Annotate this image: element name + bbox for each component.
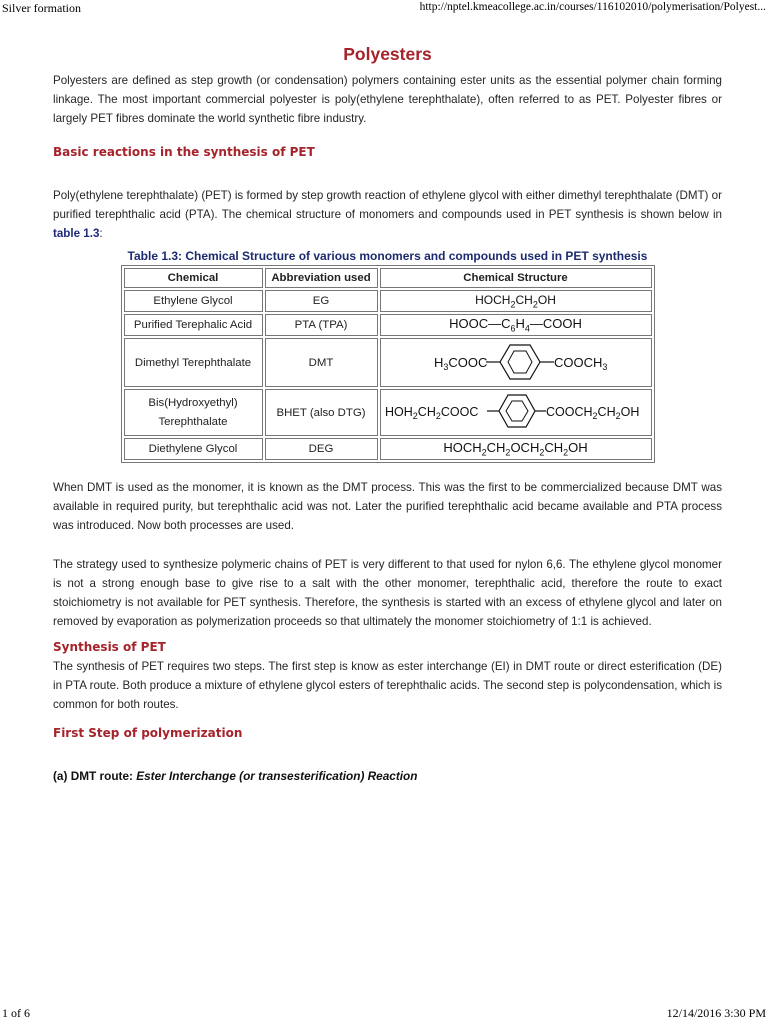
svg-text:HOH2CH2COOC: $HOH_2CH_2COOC$ bbox=[384, 405, 478, 421]
svg-text:H3COOC: $H_3COOC$ bbox=[433, 355, 487, 372]
cell-abbreviation: EG bbox=[265, 290, 378, 312]
table-row bbox=[124, 314, 652, 336]
structure-deg: $HOCH_2CH_2OCH_2CH_2OH$ bbox=[443, 440, 588, 458]
cell-structure-deg bbox=[380, 438, 652, 460]
cell-abbreviation: PTA (TPA) bbox=[265, 314, 378, 336]
cell-structure-bhet bbox=[380, 389, 652, 436]
cell-structure-eg bbox=[380, 290, 652, 312]
structure-pta: $HOOC—C_6H_4—COOH$ bbox=[449, 316, 582, 334]
section-heading-basic-reactions: Basic reactions in the synthesis of PET bbox=[53, 145, 315, 159]
cell-chemical: Purified Terephalic Acid bbox=[124, 314, 263, 336]
table-row bbox=[124, 438, 652, 460]
dmt-process-paragraph: When DMT is used as the monomer, it is known as the DMT process. This was the first to be commercialized because DMT was available in required purity, but terephthalic acid was not. Later the purified terephthalic acid became available and PTA process was introduced. Now both processes are used. bbox=[53, 481, 722, 532]
table-row bbox=[124, 338, 652, 387]
document-body bbox=[53, 44, 722, 783]
cell-abbreviation: DMT bbox=[265, 338, 378, 387]
table-caption: Table 1.3: Chemical Structure of various monomers and compounds used in PET synthesis bbox=[127, 249, 648, 263]
page-counter: 1 of 6 bbox=[2, 1006, 30, 1020]
page-title: Polyesters bbox=[343, 44, 432, 64]
structure-eg: $HOCH_2CH_2OH$ bbox=[475, 292, 556, 310]
svg-text:COOCH3: $COOCH_3$ bbox=[553, 355, 607, 372]
table-1-3-link[interactable]: table 1.3 bbox=[53, 227, 100, 240]
synthesis-paragraph: The synthesis of PET requires two steps. The first step is know as ester interchange (EI) in DMT route or direct esterification (DE) in PTA route. Both produce a mixture of ethylene glycol esters of terephthalic acids. The second step is polycondensation, which is common for both routes. bbox=[53, 660, 722, 711]
svg-text:COOCH2CH2OH: $COOCH_2CH_2OH$ bbox=[545, 405, 639, 421]
cell-abbreviation: BHET (also DTG) bbox=[265, 389, 378, 436]
cell-abbreviation: DEG bbox=[265, 438, 378, 460]
table-row bbox=[124, 290, 652, 312]
cell-structure-pta bbox=[380, 314, 652, 336]
pet-formation-paragraph: Poly(ethylene terephthalate) (PET) is formed by step growth reaction of ethylene glycol with either dimethyl terephthalate (DMT) or purified terephthalic acid (PTA). The chemical structure of monomers and compounds used in PET synthesis is shown below in table 1.3: bbox=[53, 189, 722, 240]
cell-chemical: Dimethyl Terephthalate bbox=[124, 338, 263, 387]
cell-chemical: Ethylene Glycol bbox=[124, 290, 263, 312]
cell-chemical: Diethylene Glycol bbox=[124, 438, 263, 460]
structure-bhet bbox=[385, 390, 647, 432]
page-url[interactable]: http://nptel.kmeacollege.ac.in/courses/116102010/polymerisation/Polyest... bbox=[419, 1, 766, 13]
intro-paragraph: Polyesters are defined as step growth (or condensation) polymers containing ester units as the essential polymer chain forming linkage. The most important commercial polyester is poly(ethylene terephthalate), often referred to as PET. Polyester fibres or largely PET fibres dominate the world synthetic fibre industry. bbox=[53, 74, 722, 125]
cell-structure-dmt bbox=[380, 338, 652, 387]
print-datetime: 12/14/2016 3:30 PM bbox=[666, 1006, 766, 1020]
browser-tab-title: Silver formation bbox=[2, 1, 81, 15]
table-header-structure: Chemical Structure bbox=[380, 268, 652, 288]
table-row bbox=[124, 389, 652, 436]
dmt-route-subheading: (a) DMT route: Ester Interchange (or transesterification) Reaction bbox=[53, 769, 418, 783]
table-header-chemical: Chemical bbox=[124, 268, 263, 288]
strategy-paragraph: The strategy used to synthesize polymeric chains of PET is very different to that used for nylon 6,6. The ethylene glycol monomer is not a strong enough base to give rise to a salt with the other monomer, terephthalic acid, therefore the route to exact stoichiometry is not available for PET synthesis. Therefore, the synthesis is started with an excess of ethylene glycol and later on removed by evaporation as polymerization proceeds so that ultimately the monomer stoichiometry of 1:1 is achieved. bbox=[53, 558, 722, 628]
table-header-abbreviation: Abbreviation used bbox=[265, 268, 378, 288]
chemical-structures-table bbox=[121, 265, 655, 463]
cell-chemical: Bis(Hydroxyethyl) Terephthalate bbox=[124, 389, 263, 436]
section-heading-synthesis: Synthesis of PET bbox=[53, 640, 166, 654]
structure-dmt bbox=[396, 339, 636, 383]
section-heading-first-step: First Step of polymerization bbox=[53, 726, 243, 740]
